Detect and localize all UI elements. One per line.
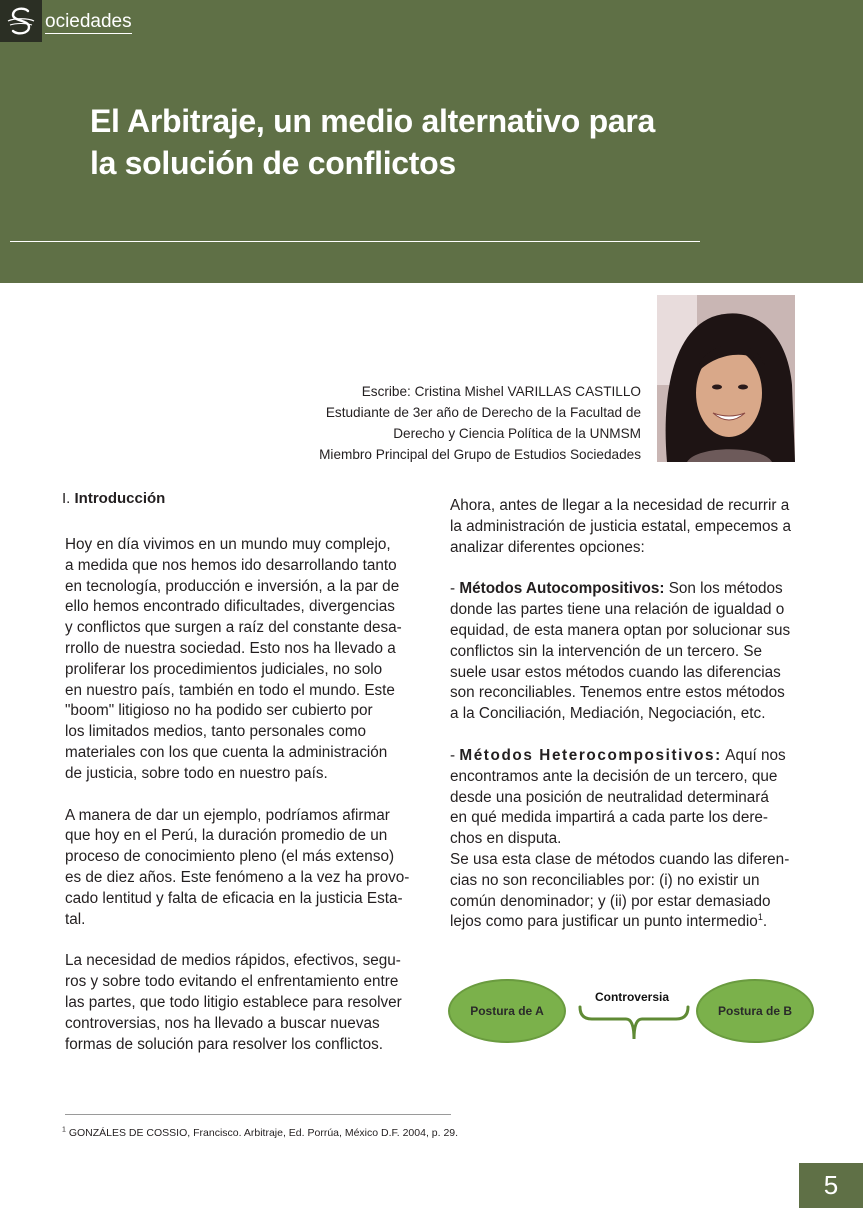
list-dash: -: [450, 746, 460, 764]
section-title: Introducción: [74, 490, 166, 507]
party-a-label: Postura de A: [470, 1004, 544, 1018]
footnote-divider: [65, 1114, 451, 1115]
intro-paragraph-2: A manera de dar un ejemplo, podríamos afirmar que hoy en el Perú, la duración promedio de un proceso de conocimiento pleno (el más extenso) es de diez años. Este fenómeno a la vez ha provo- cado lentitud y falta de eficacia en la justicia Esta- tal.: [65, 806, 410, 928]
heterocompositive-text: Aquí nos encontramos ante la decisión de un tercero, que desde una posición de neutralidad determinará en qué medida impartirá a cada parte los dere- chos en disputa. Se usa esta clase de métodos cuando las diferen- cias no son reconciliables por: (i) no existir un común denominador; y (ii) por estar demasiado lejos como para justificar un punto intermedio: [450, 746, 790, 931]
article-title-line-2: la solución de conflictos: [90, 145, 456, 181]
curly-brace-icon: [578, 1003, 690, 1043]
author-byline: Escribe: Cristina Mishel VARILLAS CASTILLO: [361, 384, 641, 399]
section-heading: [62, 490, 165, 507]
party-b-ellipse: [696, 979, 814, 1043]
footnote: [62, 1127, 458, 1139]
brand-name: ociedades: [45, 10, 132, 32]
author-affiliation-2: Derecho y Ciencia Política de la UNMSM: [393, 426, 641, 441]
article-title-line-1: El Arbitraje, un medio alternativo para: [90, 103, 656, 139]
footnote-number: 1: [62, 1126, 66, 1134]
brand: [0, 0, 132, 42]
header-band: [0, 0, 863, 283]
footnote-reference[interactable]: 1: [757, 912, 763, 923]
left-column: [65, 535, 420, 1055]
intro-paragraph-3: La necesidad de medios rápidos, efectivos, segu- ros y sobre todo evitando el enfrentamiento entre las partes, que todo litigio establece para resolver controversias, nos ha llevado a buscar nuevas formas de solución para resolver los conflictos.: [65, 952, 402, 1053]
section-number: I.: [62, 490, 71, 507]
party-a-ellipse: [448, 979, 566, 1043]
article-title: [90, 100, 730, 184]
autocompositive-paragraph: [450, 579, 807, 725]
author-affiliation-3: Miembro Principal del Grupo de Estudios Sociedades: [319, 447, 641, 462]
brand-logo-icon: [0, 0, 42, 42]
header-divider: [10, 241, 700, 242]
heterocompositive-paragraph: [450, 746, 807, 933]
sentence-end: .: [762, 913, 768, 931]
options-intro-paragraph: Ahora, antes de llegar a la necesidad de recurrir a la administración de justicia estatal, empecemos a analizar diferentes opciones:: [450, 497, 791, 556]
author-affiliation-1: Estudiante de 3er año de Derecho de la Facultad de: [325, 405, 641, 420]
controversy-diagram: [448, 977, 816, 1047]
author-credits: [319, 381, 641, 465]
intro-paragraph-1: Hoy en día vivimos en un mundo muy complejo, a medida que nos hemos ido desarrollando tanto en tecnología, producción e inversión, a la par de ello hemos encontrado dificultades, divergencias y conflictos que surgen a raíz del constante desa- rrollo de nuestra sociedad. Esto nos ha llevado a proliferar los procedimientos judiciales, no solo en nuestro país, también en todo el mundo. Este "boom" litigioso no ha podido ser cubierto por los limitados medios, tanto personales como materiales con los que cuenta la administración de justicia, sobre todo en nuestro país.: [65, 536, 402, 782]
autocompositive-text: Son los métodos donde las partes tiene una relación de igualdad o equidad, de esta manera optan por solucionar sus conflictos sin la intervención de un tercero. Se suele usar estos métodos cuando las diferencias son reconciliables. Tenemos entre estos métodos a la Conciliación, Mediación, Negociación, etc.: [450, 580, 791, 723]
controversy-label: Controversia: [594, 990, 670, 1004]
autocompositive-title: Métodos Autocompositivos:: [459, 580, 665, 598]
footnote-text: GONZÁLES DE COSSIO, Francisco. Arbitraje, Ed. Porrúa, México D.F. 2004, p. 29.: [68, 1127, 459, 1139]
list-dash: -: [450, 580, 460, 598]
heterocompositive-title: Métodos Heterocompositivos:: [459, 746, 722, 764]
right-column: [450, 496, 807, 933]
page-number: 5: [799, 1163, 863, 1208]
author-photo: [657, 295, 795, 462]
party-b-label: Postura de B: [717, 1004, 792, 1018]
